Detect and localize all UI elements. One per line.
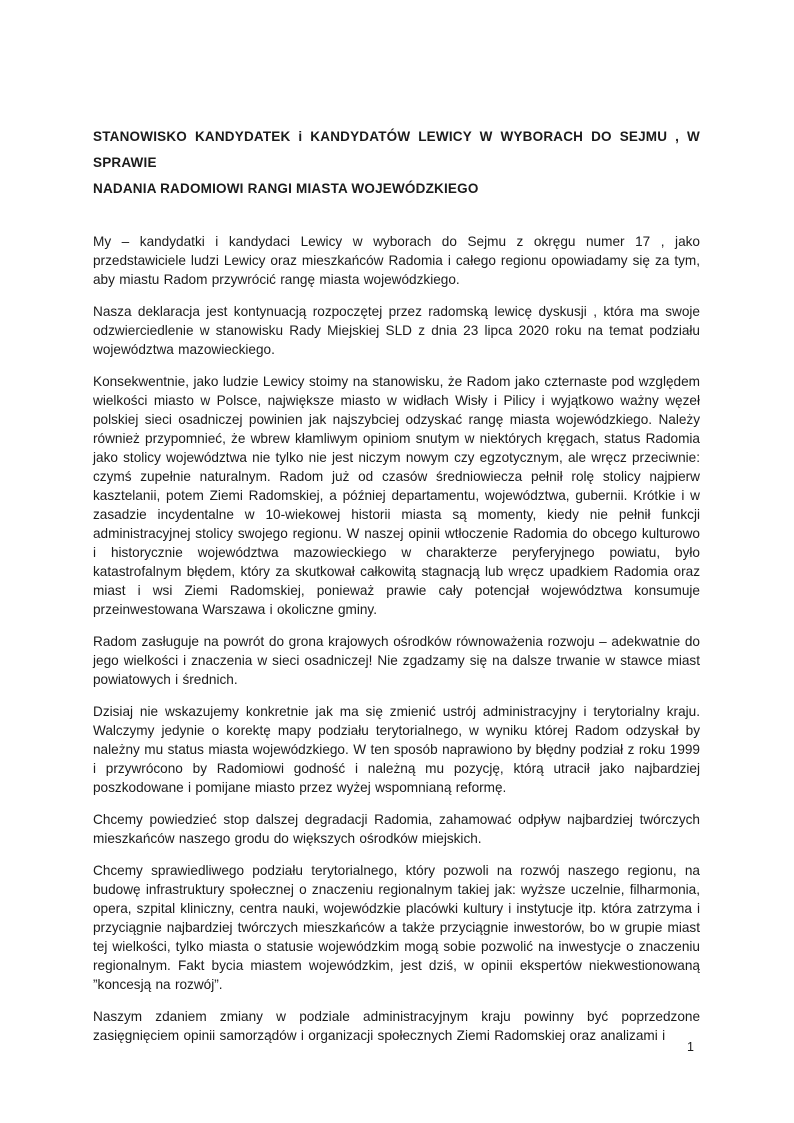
title-line-2: NADANIA RADOMIOWI RANGI MIASTA WOJEWÓDZKIEGO [93,181,479,196]
paragraph-fair-division: Chcemy sprawiedliwego podziału terytorialnego, który pozwoli na rozwój naszego regionu, na budowę infrastruktury społecznej o znaczeniu regionalnym takiej jak: wyższe uczelnie, filharmonia, opera, szpital kliniczny, centra nauki, wojewódzkie placówki kultury i instytucje itp. która zatrzyma i przyciągnie najbardziej twórczych mieszkańców a także przyciągnie inwestorów, bo w grupie miast tej wielkości, tylko miasta o statusie wojewódzkim mogą sobie pozwolić na inwestycje o znaczeniu regionalnym. Fakt bycia miastem wojewódzkim, jest dziś, w opinii ekspertów niekwestionowaną ”koncesją na rozwój”. [93,863,700,992]
document-title [93,124,700,202]
paragraph-intro: My – kandydatki i kandydaci Lewicy w wyborach do Sejmu z okręgu numer 17 , jako przedstawiciele ludzi Lewicy oraz mieszkańców Radomia i całego regionu opowiadamy się za tym, aby miastu Radom przywrócić rangę miasta wojewódzkiego. [93,234,700,287]
paragraph-declaration: Nasza deklaracja jest kontynuacją rozpoczętej przez radomską lewicę dyskusji , która ma swoje odzwierciedlenie w stanowisku Rady Miejskiej SLD z dnia 23 lipca 2020 roku na temat podziału województwa mazowieckiego. [93,304,700,357]
title-line-1: STANOWISKO KANDYDATEK i KANDYDATÓW LEWICY W WYBORACH DO SEJMU , W SPRAWIE [93,129,700,170]
paragraph-map-correction: Dzisiaj nie wskazujemy konkretnie jak ma się zmienić ustrój administracyjny i terytorialny kraju. Walczymy jedynie o korektę mapy podziału terytorialnego, w wyniku której Radom odzyskał by należny mu status miasta wojewódzkiego. W ten sposób naprawiono by błędny podział z roku 1999 i przywrócono by Radomiowi godność i należną mu pozycję, którą utracił jako najbardziej poszkodowane i pomijane miasto przez wyżej wspomnianą reformę. [93,704,700,795]
document-content [93,124,700,1058]
page-number: 1 [687,1040,694,1054]
paragraph-consultations: Naszym zdaniem zmiany w podziale administracyjnym kraju powinny być poprzedzone zasięgnięciem opinii samorządów i organizacji społecznych Ziemi Radomskiej oraz analizami i [93,1009,700,1043]
paragraph-history: Konsekwentnie, jako ludzie Lewicy stoimy na stanowisku, że Radom jako czternaste pod względem wielkości miasto w Polsce, największe miasto w widłach Wisły i Pilicy i wyjątkowo ważny węzeł polskiej sieci osadniczej powinien jak najszybciej odzyskać rangę miasta wojewódzkiego. Należy również przypomnieć, że wbrew kłamliwym opiniom snutym w niektórych kręgach, status Radomia jako stolicy województwa nie tylko nie jest niczym nowym czy egzotycznym, ale wręcz przeciwnie: czymś zupełnie naturalnym. Radom już od czasów średniowiecza pełnił rolę stolicy najpierw kasztelanii, potem Ziemi Radomskiej, a później departamentu, województwa, gubernii. Krótkie i w zasadzie incydentalne w 10-wiekowej historii miasta są momenty, kiedy nie pełnił funkcji administracyjnej stolicy swojego regionu. W naszej opinii wtłoczenie Radomia do obcego kulturowo i historycznie województwa mazowieckiego w charakterze peryferyjnego powiatu, było katastrofalnym błędem, który za skutkował całkowitą stagnacją lub wręcz upadkiem Radomia oraz miast i wsi Ziemi Radomskiej, ponieważ prawie cały potencjał województwa konsumuje przeinwestowana Warszawa i okoliczne gminy. [93,374,700,617]
paragraph-deserves: Radom zasługuje na powrót do grona krajowych ośrodków równoważenia rozwoju – adekwatnie do jego wielkości i znaczenia w sieci osadniczej! Nie zgadzamy się na dalsze trwanie w stawce miast powiatowych i średnich. [93,634,700,687]
paragraph-stop-degradation: Chcemy powiedzieć stop dalszej degradacji Radomia, zahamować odpływ najbardziej twórczych mieszkańców naszego grodu do większych ośrodków miejskich. [93,812,700,846]
